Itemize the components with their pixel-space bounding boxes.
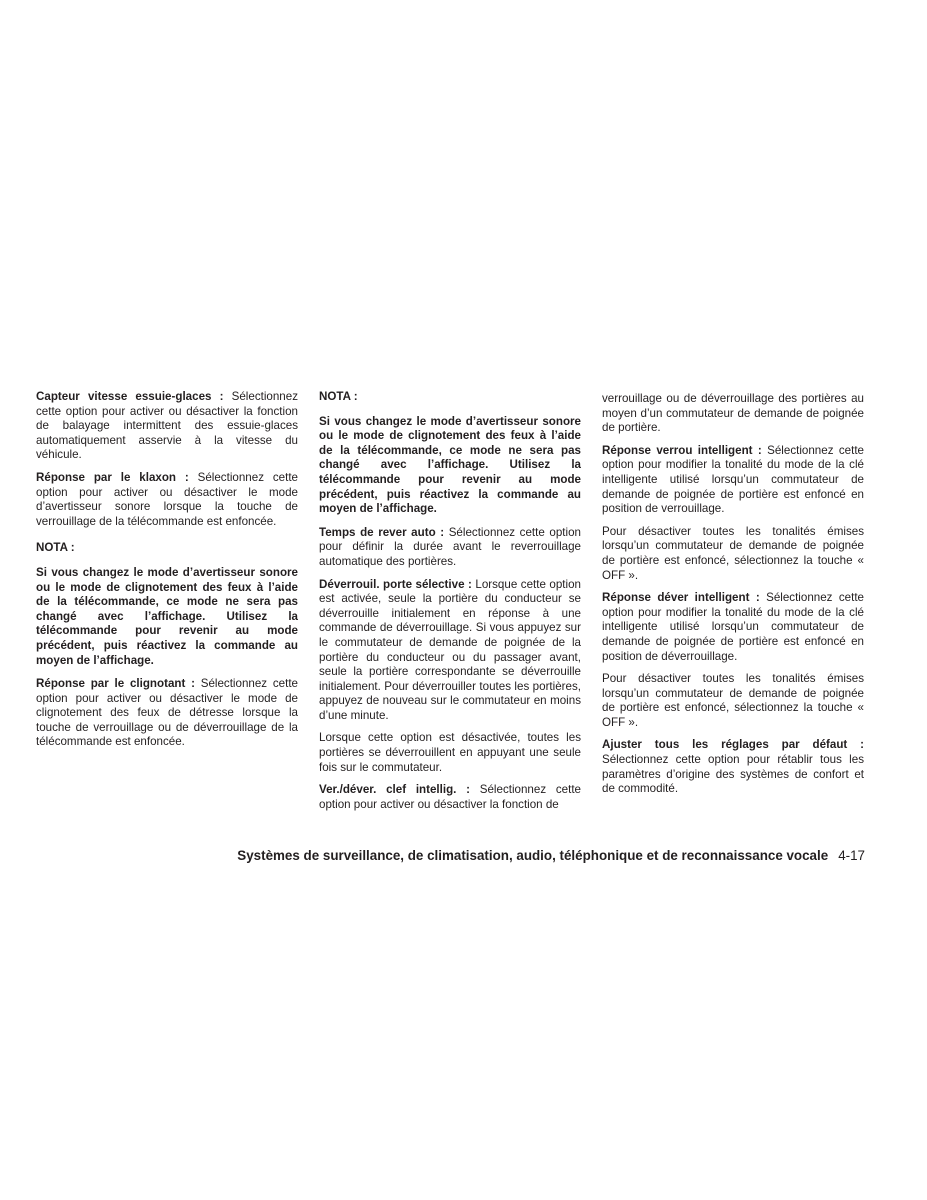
page-footer (0, 848, 865, 863)
entry-text: Sélectionnez cette option pour définir la durée avant le reverrouillage automatique des portières. (319, 525, 581, 568)
entry-text: Sélectionnez cette option pour modifier la tonalité du mode de la clé intelligente utilisé lorsqu’un commutateur de demande de poignée de portière est enfoncé en position de déverrouillage. (602, 591, 864, 663)
text-column-3 (602, 392, 864, 805)
entry-selective-door-unlock (319, 578, 581, 724)
entry-wiper-speed-sensor (36, 390, 298, 463)
entry-text: Lorsque cette option est activée, seule la portière du conducteur se déverrouille initialement en réponse à une commande de déverrouillage. Si vous appuyez sur le commutateur de demande de poignée de la portière du conducteur ou du passager avant, seule la portière correspondante se déverrouille initialement. Pour déverrouiller toutes les portières, appuyez de nouveau sur le commutateur en moins d’une minute. (319, 577, 581, 722)
entry-term: Réponse verrou intelligent : (602, 443, 762, 457)
entry-term: Réponse par le clignotant : (36, 677, 195, 691)
paragraph: Pour désactiver toutes les tonalités émises lorsqu’un commutateur de demande de poignée de portière est enfoncé, sélectionnez la touche « OFF ». (602, 524, 864, 582)
entry-intelligent-key-lock-unlock (319, 783, 581, 812)
entry-horn-response (36, 471, 298, 529)
nota-heading: NOTA : (36, 541, 75, 555)
entry-text: Sélectionnez cette option pour rétablir tous les paramètres d’origine des systèmes de confort et de commodité. (602, 753, 864, 796)
text-column-2 (319, 390, 581, 820)
entry-text: Sélectionnez cette option pour activer ou désactiver la fonction de balayage intermittent des essuie-glaces automatiquement asservie à la vitesse du véhicule. (36, 390, 298, 462)
nota-body: Si vous changez le mode d’avertisseur sonore ou le mode de clignotement des feux à l’aide de la télécommande, ce mode ne sera pas changé avec l’affichage. Utilisez la télécommande pour revenir au mode précédent, puis réactivez la commande au moyen de l’affichage. (319, 414, 581, 516)
entry-term: Ver./déver. clef intellig. : (319, 783, 470, 797)
entry-text: Sélectionnez cette option pour activer ou désactiver la fonction de (319, 783, 581, 811)
entry-term: Temps de rever auto : (319, 525, 445, 539)
entry-intelligent-unlock-response (602, 591, 864, 664)
entry-intelligent-lock-response (602, 444, 864, 517)
paragraph: verrouillage ou de déverrouillage des portières au moyen d’un commutateur de demande de poignée de portière. (602, 392, 864, 435)
entry-flasher-response (36, 677, 298, 750)
paragraph: Pour désactiver toutes les tonalités émises lorsqu’un commutateur de demande de poignée de portière est enfoncé, sélectionnez la touche « OFF ». (602, 672, 864, 729)
entry-term: Réponse déver intelligent : (602, 591, 760, 605)
page-number: 4-17 (838, 848, 865, 863)
entry-text: Sélectionnez cette option pour modifier la tonalité du mode de la clé intelligente utilisé lorsqu’un commutateur de demande de poignée de portière est enfoncé en position de verrouillage. (602, 443, 864, 516)
entry-auto-relock-time (319, 526, 581, 570)
nota-heading: NOTA : (319, 390, 358, 403)
entry-term: Réponse par le klaxon : (36, 470, 189, 484)
nota-body: Si vous changez le mode d’avertisseur sonore ou le mode de clignotement des feux à l’aide de la télécommande, ce mode ne sera pas changé avec l’affichage. Utilisez la télécommande pour revenir au mode précédent, puis réactivez la commande au moyen de l’affichage. (36, 565, 298, 667)
section-title: Systèmes de surveillance, de climatisation, audio, téléphonique et de reconnaissance vocale (237, 848, 829, 863)
entry-term: Déverrouil. porte sélective : (319, 577, 472, 591)
entry-reset-defaults (602, 738, 864, 796)
text-column-1 (36, 390, 298, 758)
entry-text: Sélectionnez cette option pour activer ou désactiver le mode d’avertisseur sonore lorsque la touche de verrouillage de la télécommande est enfoncée. (36, 470, 298, 528)
entry-text: Sélectionnez cette option pour activer ou désactiver le mode de clignotement des feux de détresse lorsque la touche de verrouillage ou de déverrouillage de la télécommande est enfoncée. (36, 677, 298, 749)
entry-term: Ajuster tous les réglages par défaut : (602, 738, 864, 752)
entry-term: Capteur vitesse essuie-glaces : (36, 390, 224, 403)
paragraph: Lorsque cette option est désactivée, toutes les portières se déverrouillent en appuyant une seule fois sur le commutateur. (319, 731, 581, 774)
